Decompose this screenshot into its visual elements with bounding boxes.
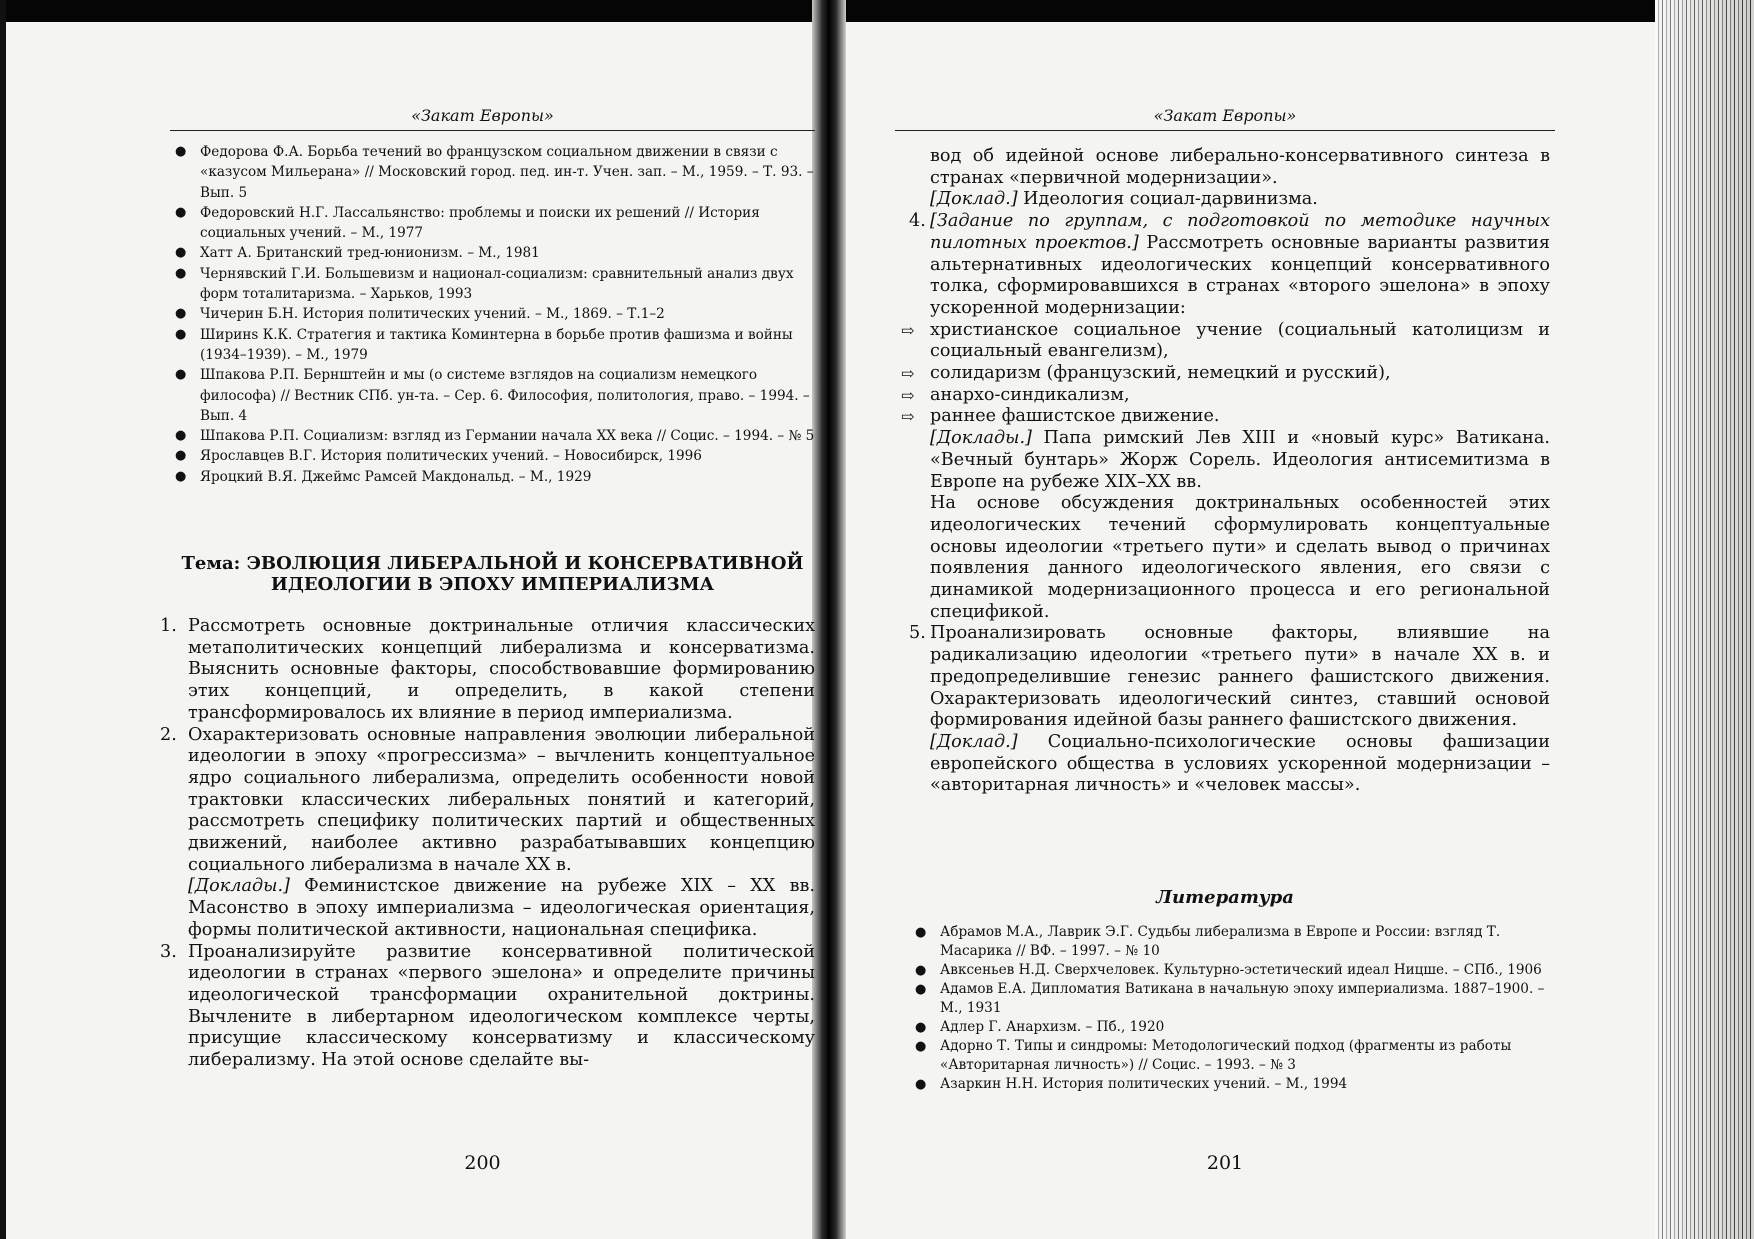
item-text: Рассмотреть основные доктринальные отличия классических метаполитических концепций либерализма и консерватизма. Выяснить основные факторы, способствовавшие формированию этих концепций, и определить, в какой степени трансформировалось их влияние в период империализма. xyxy=(188,616,815,723)
bullet-icon: ● xyxy=(175,245,187,261)
bullet-icon: ● xyxy=(175,204,187,220)
bibliography-item: ● Хатт А. Британский тред-юнионизм. – М., 1981 xyxy=(168,243,815,263)
topic-title xyxy=(170,553,815,595)
bullet-icon: ● xyxy=(915,982,927,997)
item-text: Проанализировать основные факторы, влиявшие на радикализацию идеологии «третьего пути» в начале XX в. и предопределившие генезис раннего фашистского движения. Охарактеризовать идеологический синтез, ставший основой формирования идейной базы раннего фашистского движения. xyxy=(930,623,1550,731)
item-text: [Задание по группам, с подготовкой по методике научных пилотных проектов.] Рассмотреть основные варианты развития альтернативных идеологических концепций консервативного толка, сформировавшихся в странах «второго эшелона» в эпоху ускоренной модернизации: xyxy=(930,211,1550,318)
bullet-icon: ● xyxy=(175,468,187,484)
report-paragraph xyxy=(930,732,1550,797)
book-page-edges xyxy=(1655,0,1754,1239)
report-paragraph xyxy=(930,428,1550,493)
arrow-list-item: ⇨ солидаризм (французский, немецкий и русский), xyxy=(901,363,1391,384)
assignment-item xyxy=(895,211,1550,320)
bullet-icon: ● xyxy=(175,265,187,281)
item-number: 1. xyxy=(160,616,177,636)
bibliography-list xyxy=(168,142,815,487)
item-continuation xyxy=(895,146,1550,211)
assignment-list xyxy=(895,146,1550,797)
report-label: [Доклад.] xyxy=(930,189,1018,210)
arrow-icon: ⇨ xyxy=(901,407,915,427)
right-page xyxy=(895,0,1555,1239)
bullet-icon: ● xyxy=(915,1020,927,1035)
bibliography-item: ● Ярославцев В.Г. История политических учений. – Новосибирск, 1996 xyxy=(168,446,815,466)
left-page xyxy=(150,0,815,1239)
bibliography-item: ● Чернявский Г.И. Большевизм и национал-социализм: сравнительный анализ двух форм тоталитаризма. – Харьков, 1993 xyxy=(175,265,794,303)
bullet-icon: ● xyxy=(175,326,187,342)
bullet-icon: ● xyxy=(175,367,187,383)
bibliography-item: ● Адамов Е.А. Дипломатия Ватикана в начальную эпоху империализма. 1887–1900. – М., 1931 xyxy=(915,981,1545,1016)
bibliography-item: ● Федорова Ф.А. Борьба течений во французском социальном движении в связи с «казусом Мильерана» // Московский город. пед. ин-т. Учен. зап. – М., 1959. – Т. 93. – Вып. 5 xyxy=(175,144,814,201)
bullet-icon: ● xyxy=(915,925,927,940)
assignment-list xyxy=(160,616,815,1072)
report-paragraph xyxy=(188,876,815,941)
bullet-icon: ● xyxy=(175,428,187,444)
item-reports xyxy=(895,428,1550,623)
bibliography-item: ● Шпакова Р.П. Социализм: взгляд из Германии начала XX века // Социс. – 1994. – № 5 xyxy=(168,426,815,446)
report-label: [Доклады.] xyxy=(930,428,1032,449)
assignment-item xyxy=(895,623,1550,797)
scan-border-left xyxy=(0,0,6,1239)
arrow-list-item: ⇨ христианское социальное учение (социальный католицизм и социальный евангелизм), xyxy=(901,319,1550,362)
bibliography-item: ● Ширинs К.К. Стратегия и тактика Коминтерна в борьбе против фашизма и войны (1934–1939). – М., 1979 xyxy=(175,326,793,363)
topic-title-line: ИДЕОЛОГИИ В ЭПОХУ ИМПЕРИАЛИЗМА xyxy=(270,574,715,595)
conclusion-paragraph: На основе обсуждения доктринальных особенностей этих идеологических течений сформулировать концептуальные основы идеологии «третьего пути» и сделать вывод о причинах появления данного идеологического явления, его связи с динамикой модернизационного процесса и его региональной спецификой. xyxy=(930,493,1550,622)
report-paragraph xyxy=(930,189,1550,211)
item-number: 4. xyxy=(909,211,926,232)
bullet-icon: ● xyxy=(175,448,187,464)
arrow-list-item: ⇨ раннее фашистское движение. xyxy=(901,406,1220,427)
report-label: [Доклад.] xyxy=(930,731,1018,752)
report-text: Идеология социал-дарвинизма. xyxy=(1017,189,1318,210)
task-label: [Задание по группам, с подготовкой по методике научных пилотных проектов.] xyxy=(930,211,1550,253)
report-text: Папа римский Лев XIII и «новый курс» Ватикана. «Вечный бунтарь» Жорж Сорель. Идеология антисемитизма в Европе на рубеже XIX–XX вв. xyxy=(930,428,1550,492)
running-head: «Закат Европы» xyxy=(411,106,554,125)
running-head: «Закат Европы» xyxy=(1153,106,1297,125)
assignment-item xyxy=(160,942,815,1072)
bullet-icon: ● xyxy=(915,1077,927,1092)
arrow-list-item: ⇨ анархо-синдикализм, xyxy=(901,384,1130,405)
continuation-text: вод об идейной основе либерально-консервативного синтеза в странах «первичной модернизации». xyxy=(930,146,1550,188)
item-text: Проанализируйте развитие консервативной политической идеологии в странах «первого эшелона» и определите причины идеологической трансформации охранительной доктрины. Вычлените в либертарном идеологическом комплексе черты, присущие классическому консерватизму и классическому либерализму. На этой основе сделайте вы- xyxy=(188,941,815,1071)
report-text: Социально-психологические основы фашизации европейского общества в условиях ускоренной модернизации – «авторитарная личность» и «человек массы». xyxy=(930,731,1550,796)
bullet-icon: ● xyxy=(915,963,927,978)
item-number: 2. xyxy=(160,724,177,745)
bibliography-item: ● Яроцкий В.Я. Джеймс Рамсей Макдональд. – М., 1929 xyxy=(168,467,815,487)
book-spine xyxy=(812,0,846,1239)
bullet-icon: ● xyxy=(175,306,187,322)
bibliography-item: ● Абрамов М.А., Лаврик Э.Г. Судьбы либерализма в Европе и России: взгляд Т. Масарика // ВФ. – 1997. – № 10 xyxy=(915,924,1501,959)
report-text: Феминистское движение на рубеже XIX – XX вв. Масонство в эпоху империализма – идеологическая ориентация, формы политической активности, национальная специфика. xyxy=(188,876,815,940)
arrow-icon: ⇨ xyxy=(901,364,915,384)
page-number: 201 xyxy=(1206,1152,1244,1174)
report-label: [Доклады.] xyxy=(188,876,290,897)
item-number: 3. xyxy=(160,941,177,962)
bibliography-item: ● Адлер Г. Анархизм. – Пб., 1920 xyxy=(915,1019,1165,1035)
bibliography-item: ● Федоровский Н.Г. Лассальянство: проблемы и поиски их решений // История социальных учений. – М., 1977 xyxy=(175,204,760,242)
page-number: 200 xyxy=(464,1152,501,1174)
literature-heading: Литература xyxy=(1156,887,1294,908)
bibliography-item: ● Азаркин Н.Н. История политических учений. – М., 1994 xyxy=(915,1076,1348,1092)
bibliography-item: ● Адорно Т. Типы и синдромы: Методологический подход (фрагменты из работы «Авторитарная личность») // Социс. – 1993. – № 3 xyxy=(915,1038,1512,1073)
bibliography-item: ● Чичерин Б.Н. История политических учений. – М., 1869. – Т.1–2 xyxy=(168,304,815,324)
assignment-item xyxy=(160,616,815,725)
bibliography-item: ● Шпакова Р.П. Бернштейн и мы (о системе взглядов на социализм немецкого философа) // Вестник СПб. ун-та. – Сер. 6. Философия, политология, право. – 1994. – Вып. 4 xyxy=(175,367,810,424)
bibliography-list xyxy=(908,923,1550,1094)
arrow-icon: ⇨ xyxy=(901,385,915,405)
bullet-icon: ● xyxy=(175,144,187,159)
item-text: Охарактеризовать основные направления эволюции либеральной идеологии в эпоху «прогрессизма» – вычленить концептуальное ядро социального либерализма, определить особенности новой трактовки классических либеральных понятий и категорий, рассмотреть специфику политических партий и общественных движений, наиболее активно разрабатывавших концепцию социального либерализма в начале XX в. xyxy=(188,724,815,875)
header-rule xyxy=(170,130,815,131)
item-number: 5. xyxy=(909,623,926,644)
bullet-icon: ● xyxy=(915,1039,927,1054)
bibliography-item: ● Авксеньев Н.Д. Сверхчеловек. Культурно-эстетический идеал Ницше. – СПб., 1906 xyxy=(915,962,1542,978)
assignment-item xyxy=(160,725,815,942)
header-rule xyxy=(895,130,1555,131)
topic-title-line: Тема: ЭВОЛЮЦИЯ ЛИБЕРАЛЬНОЙ И КОНСЕРВАТИВНОЙ xyxy=(181,553,804,574)
arrow-icon: ⇨ xyxy=(901,320,915,340)
